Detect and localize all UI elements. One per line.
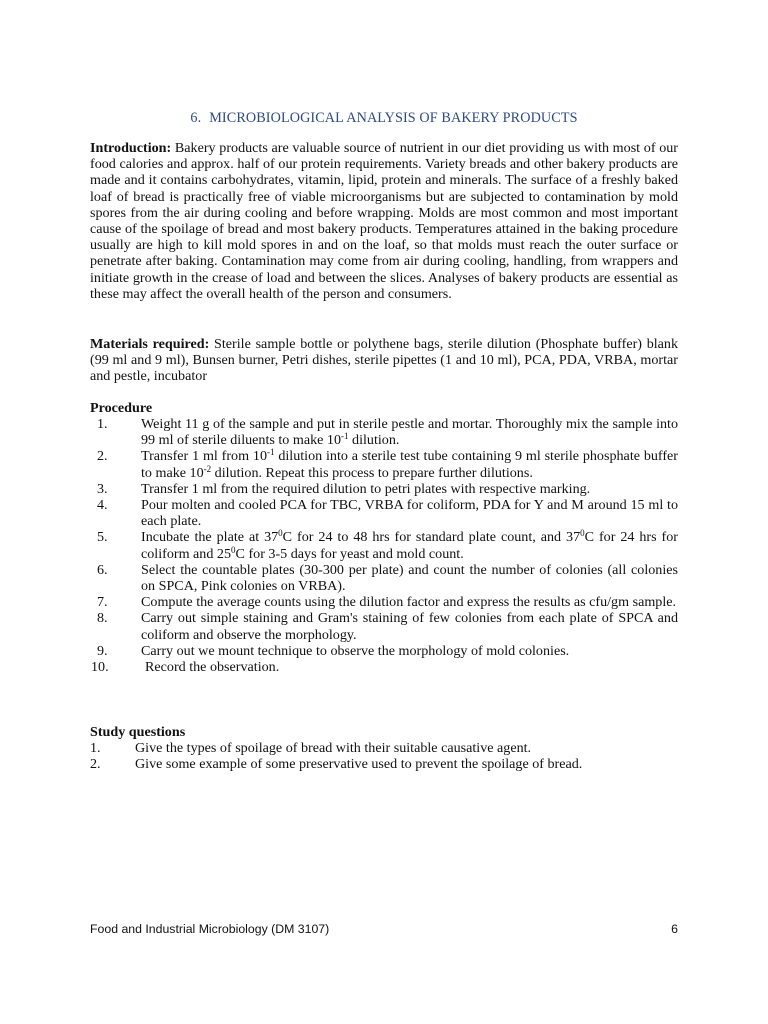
- procedure-step: [90, 448, 678, 480]
- step-number: 5.: [97, 529, 108, 546]
- footer-page-number: 6: [671, 922, 678, 936]
- materials-label: Materials required:: [90, 336, 210, 352]
- step-text: Incubate the plate at 37: [141, 529, 279, 546]
- step-text: Select the countable plates (30-300 per plate) and count the number of colonies (all colonies on SPCA, Pink colonies on VRBA).: [141, 561, 678, 595]
- superscript: -2: [203, 463, 212, 474]
- introduction-label: Introduction:: [90, 140, 172, 156]
- materials-section: [90, 336, 678, 385]
- section-title: [90, 110, 678, 127]
- question-text: Give some example of some preservative used to prevent the spoilage of bread.: [135, 756, 583, 773]
- section-title-text: MICROBIOLOGICAL ANALYSIS OF BAKERY PRODUCTS: [209, 110, 578, 126]
- introduction-text: Bakery products are valuable source of nutrient in our diet providing us with most of our food calories and approx. half of our protein requirements. Variety breads and other bakery products are made and it contains carbohydrates, vitamin, lipid, protein and minerals. The surface of a freshly baked loaf of bread is practically free of viable microorganisms but are subjected to contamination by mold spores from the air during cooling and before wrapping. Molds are most common and most important cause of the spoilage of bread and most bakery products. Temperatures attained in the baking procedure usually are high to kill mold spores in and on the loaf, so that molds must reach the outer surface or penetrate after baking. Contamination may come from air during cooling, handling, from wrappers and initiate growth in the crease of load and between the slices. Analyses of bakery products are essential as these may affect the overall health of the person and consumers.: [90, 140, 678, 302]
- superscript: 0: [231, 544, 236, 555]
- materials-paragraph: [90, 336, 678, 385]
- study-questions-list: [90, 740, 678, 772]
- procedure-list: [90, 416, 678, 675]
- procedure-step: [90, 643, 678, 659]
- question-number: 2.: [90, 756, 101, 773]
- study-questions-heading: Study questions: [90, 724, 186, 740]
- step-text: Weight 11 g of the sample and put in sterile pestle and mortar. Thoroughly mix the sample into 99 ml of sterile diluents to make 10: [141, 416, 678, 449]
- procedure-heading: Procedure: [90, 400, 153, 416]
- step-text: Transfer 1 ml from 10: [141, 448, 267, 465]
- step-text: Pour molten and cooled PCA for TBC, VRBA for coliform, PDA for Y and M around 15 ml to each plate.: [141, 497, 678, 530]
- step-text: dilution into a sterile test tube containing 9 ml sterile phosphate buffer to make 10: [141, 448, 678, 481]
- step-number: 3.: [97, 480, 108, 497]
- procedure-step: [90, 562, 678, 594]
- study-question: [90, 740, 678, 756]
- step-text: Compute the average counts using the dilution factor and express the results as cfu/gm sample.: [141, 594, 677, 611]
- question-text: Give the types of spoilage of bread with their suitable causative agent.: [135, 740, 532, 756]
- superscript: 0: [580, 528, 585, 539]
- step-text: Carry out we mount technique to observe the morphology of mold colonies.: [141, 642, 570, 659]
- step-text: Carry out simple staining and Gram's staining of few colonies from each plate of SPCA and coliform and observe the morphology.: [141, 610, 678, 643]
- step-number: 6.: [97, 561, 108, 578]
- step-text: C for 3-5 days for yeast and mold count.: [235, 545, 464, 562]
- step-number: 9.: [97, 642, 108, 659]
- procedure-step: [90, 529, 678, 561]
- superscript: -1: [341, 431, 349, 442]
- introduction-paragraph: [90, 140, 678, 302]
- step-text: C for 24 hrs for coliform and 25: [141, 529, 678, 562]
- procedure-step: [90, 497, 678, 529]
- step-number: 8.: [97, 610, 108, 627]
- procedure-step: [90, 594, 678, 610]
- step-number: 7.: [97, 594, 108, 611]
- introduction-section: [90, 140, 678, 302]
- step-number: 4.: [97, 497, 108, 514]
- step-text: dilution. Repeat this process to prepare further dilutions.: [211, 464, 533, 481]
- step-number: 2.: [97, 448, 108, 465]
- question-number: 1.: [90, 740, 101, 756]
- footer-course-title: Food and Industrial Microbiology (DM 3107): [90, 922, 330, 936]
- procedure-step: [90, 659, 678, 675]
- step-text: Record the observation.: [145, 659, 280, 676]
- step-text: C for 24 to 48 hrs for standard plate count, and 37: [282, 529, 581, 546]
- materials-text: Sterile sample bottle or polythene bags, sterile dilution (Phosphate buffer) blank (99 ml and 9 ml), Bunsen burner, Petri dishes, sterile pipettes (1 and 10 ml), PCA, PDA, VRBA, mortar and pestle, incubator: [90, 336, 679, 385]
- step-text: Transfer 1 ml from the required dilution to petri plates with respective marking.: [141, 480, 591, 497]
- procedure-step: [90, 610, 678, 642]
- study-question: [90, 756, 678, 772]
- step-text: dilution.: [348, 432, 400, 449]
- procedure-step: [90, 416, 678, 448]
- superscript: -1: [267, 447, 275, 458]
- superscript: 0: [278, 528, 283, 539]
- procedure-step: [90, 481, 678, 497]
- section-number: 6.: [190, 110, 202, 126]
- step-number: 1.: [97, 416, 108, 432]
- step-number: 10.: [91, 659, 109, 676]
